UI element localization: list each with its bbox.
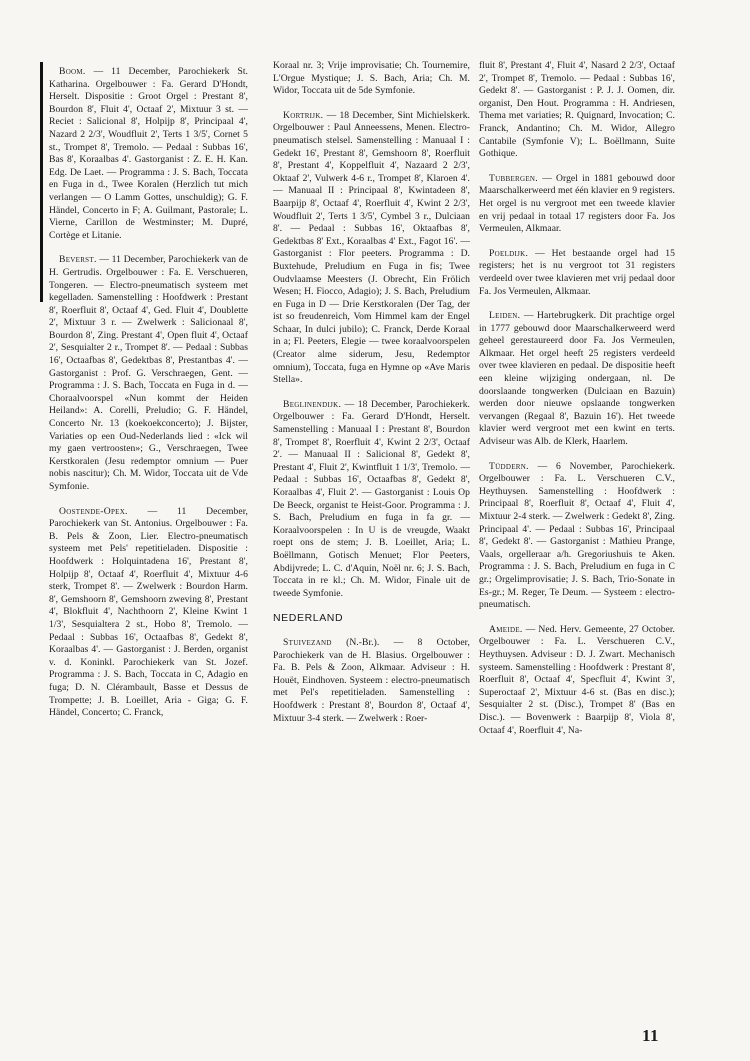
entry-text: fluit 8', Prestant 4', Fluit 4', Nasard 2 2/3', Octaaf 2', Trompet 8', Tremolo. — Pedaal : Subbas 16', Gedekt 8'. — Gastorganist : P. J. J. Oomen, dir. organist, Den Hout. Programma : H. Andriesen, Thema met variaties; R. Quignard, Invocation; C. Franck, Andantino; Ch. M. Widor, Allegro Cantabile (Symfonie V); L. Boëllmann, Suite Gothique.	[479, 60, 675, 160]
article-entry	[49, 506, 248, 720]
article-entry	[479, 173, 675, 236]
column-2	[273, 60, 470, 737]
column-1	[49, 66, 248, 732]
article-entry	[273, 399, 470, 601]
article-entry	[49, 66, 248, 242]
article-entry	[273, 60, 470, 98]
entry-text: — 11 December, Parochiekerk van de H. Gertrudis. Orgelbouwer : Fa. E. Verschueren, Tongeren. — Electro-pneumatisch systeem met kegelladen. Samenstelling : Hoofdwerk : Prestant 8', Roerfluit 8', Octaaf 4', Ged. Fluit 4', Doublette 2', Mixtuur 3 r. — Zwelwerk : Salicionaal 8', Bourdon 8', Zing. Prestant 4', Open fluit 4', Octaaf 2', Sesquialter 2 r., Trompet 8'. — Pedaal : Subbas 16', Octaafbas 8', Gedektbas 8', Prestantbas 4'. — Gastorganist : Prof. G. Verschraegen, Gent. — Programma : J. S. Bach, Toccata en Fuga in d. — Choraalvoorspel «Nun kommt der Heiden Heiland»: A. Corelli, Preludio; G. F. Händel, Concerto Nr. 13 (koekoekconcerto); J. Bijster, Variaties op een Oud-Nederlands lied : «Ick wil my gaen vertroosten»; G., Verschraegen, Twee Kerstkoralen (Jesu redemptor omnium — Puer nobis nascitur); Ch. M. Widor, Toccata uit de Vde Symfonie.	[49, 254, 248, 492]
column-3	[479, 60, 675, 749]
article-entry	[49, 254, 248, 493]
article-entry	[479, 461, 675, 612]
article-entry	[479, 60, 675, 161]
entry-text: — 6 November, Parochiekerk. Orgelbouwer : Fa. L. Verschueren C.V., Heythuysen. Samenstelling : Hoofdwerk : Principaal 8', Roerfluit 8', Octaaf 4', Fluit 4', Mixtuur 2-4 sterk. — Zwelwerk : Gedekt 8', Zing. Principaal 4'. — Pedaal : Subbas 16', Principaal 8', Gedekt 8'. — Gastorganist : Mathieu Prange, Vaals, orgelleraar a/h. Gregoriushuis te Aken. Programma : J. S. Bach, Preludium en fuga in C gr.; Orgelimprovisatie; J. S. Bach, Trio-Sonate in Es-gr.; M. Reger, Te Deum. — Systeem : electro-pneumatisch.	[479, 460, 675, 611]
entry-text: — 11 December, Parochiekerk van St. Antonius. Orgelbouwer : Fa. B. Pels & Zoon, Lier. Electro-pneumatisch systeem met Pels' repetitieladen. Dispositie : Hoofdwerk : Holquintadena 16', Prestant 8', Holpijp 8', Octaaf 4', Roerfluit 4', Mixtuur 4-6 sterk, Trompet 8'. — Zwelwerk : Bourdon Harm. 8', Gemshoorn 8', Gemshoorn zweving 8', Prestant 4', Blokfluit 4', Nachthoorn 2', Kleine Kwint 1 1/3', Sesquialtera 2 st., Hobo 8', Tremolo. — Pedaal : Subbas 16', Octaafbas 8', Gedekt 8', Koraalbas 4'. — Gastorganist : J. Berden, organist v. d. Koninkl. Parochiekerk van St. Jozef. Programma : J. S. Bach, Toccata in C, Adagio en fuga; D. N. Clérambault, Basse et Dessus de Trompette; J. B. Loeillet, Aria - Giga; G. F. Händel, Concerto; C. Franck,	[49, 505, 248, 719]
entry-text: (N.-Br.). — 8 October, Parochiekerk van de H. Blasius. Orgelbouwer : Fa. B. Pels & Zoon, Alkmaar. Adviseur : H. Houët, Eindhoven. Systeem : electro-pneumatisch met Pel's repetitieladen. Samenstelling : Hoofdwerk : Prestant 8', Bourdon 8', Octaaf 4', Mixtuur 3-4 sterk. — Zwelwerk : Roer-	[273, 636, 470, 724]
entry-text: — Het bestaande orgel had 15 registers; het is nu vergroot tot 31 registers verdeeld over twee klavieren met vrij pedaal door Fa. Jos Vermeulen, Alkmaar.	[479, 247, 675, 297]
section-heading: NEDERLAND	[273, 612, 344, 625]
article-entry	[479, 624, 675, 737]
article-entry	[479, 248, 675, 298]
article-entry	[273, 637, 470, 725]
margin-bar	[40, 62, 43, 302]
place-name: Stuivezand	[283, 636, 332, 648]
entry-text: — Ned. Herv. Gemeente, 27 October. Orgelbouwer : Fa. L. Verschueren C.V., Heythuysen. Adviseur : D. J. Zwart. Mechanisch systeem. Samenstelling : Hoofdwerk : Prestant 8', Roerfluit 8', Octaaf 4', Specfluit 4', Kwint 3', Superoctaaf 2', Mixtuur 4-6 st. (Bas en disc.); Sesquialter 2 st. (Disc.), Trompet 8' (Bas en Disc.). — Bovenwerk : Baarpijp 8', Viola 8', Octaaf 4', Roerfluit 4', Na-	[479, 623, 676, 736]
entry-text: Koraal nr. 3; Vrije improvisatie; Ch. Tournemire, L'Orgue Mystique; J. S. Bach, Aria; Ch. M. Widor, Toccata uit de 5de Symfonie.	[273, 60, 470, 97]
entry-text: — 18 December, Sint Michielskerk. Orgelbouwer : Paul Anneessens, Menen. Electro-pneumatisch stelsel. Samenstelling : Manuaal I : Gedekt 16', Prestant 8', Gemshoorn 8', Roerfluit 8', Prestant 4', Koppelfluit 4', Nazaard 2 2/3', Oktaaf 2', Vulwerk 4-6 r., Trompet 8', Klaroen 4'. — Manuaal II : Principaal 8', Kwintadeen 8', Baarpijp 8', Octaaf 4', Roerfluit 4', Kwint 2 2/3', Woudfluit 2', Terts 1 3/5', Cymbel 3 r., Dulciaan 8'. — Pedaal : Subbas 16', Oktaafbas 8', Gedektbas 8' Ext., Koraalbas 4' Ext., Fagot 16'. — Gastorganist : Flor peeters. Programma : D. Buxtehude, Preludium en Fuga in fis; Twee Oudvlaamse Meesters (J. Obrecht, Ein Frölich Wesen; H. Fiocco, Adagio); J. S. Bach, Preludium en Fuga in D — Drie Kerstkoralen (Der Tag, der ist so freudenreich, Vom Himmel kam der Engel Schaar, In dulci jubilo); C. Franck, Derde Koraal in a; Fl. Peeters, Elegie — twee koraalvoorspelen (Creator alme siderum, Jesu, Redemptor omnium), Toccata, fuga en Hymne op «Ave Maris Stella».	[273, 109, 471, 386]
entry-text: — Orgel in 1881 gebouwd door Maarschalkerweerd met één klavier en 9 registers. Het orgel is nu vergroot met een tweede klavier en vrij pedaal in totaal 17 registers door Fa. Jos Vermeulen, Alkmaar.	[479, 172, 675, 235]
article-entry	[479, 310, 675, 449]
entry-text: — 11 December, Parochiekerk St. Katharina. Orgelbouwer : Fa. Gerard D'Hondt, Herselt. Dispositie : Groot Orgel : Prestant 8', Bourdon 8', Fluit 4', Octaaf 2', Mixtuur 3 st. — Reciet : Salicional 8', Holpijp 8', Principaal 4', Nazard 2 2/3', Woudfluit 2', Terts 1 3/5', Cornet 5 st., Trompet 8', Tremolo. — Pedaal : Subbas 16', Bas 8', Koraalbas 4'. Gastorganist : Z. E. H. Kan. Edg. De Laet. — Programma : J. S. Bach, Toccata en Fuga in d., Twee Koralen (Herzlich tut mich verlangen — O Lamm Gottes, unschuldig); G. F. Händel, Concerto in F; A. Guilmant, Pastorale; L. Vierne, Carillon de Westminster; M. Dupré, Cortège et Litanie.	[49, 66, 248, 241]
place-name: Beglinendijk.	[283, 398, 342, 410]
place-name: Poeldijk.	[489, 247, 529, 259]
page-number: 11	[642, 1026, 660, 1045]
entry-text: — Hartebrugkerk. Dit prachtige orgel in 1777 gebouwd door Maarschalkerweerd werd geheel gerestaureerd door Fa. Jos Vermeulen, Alkmaar. Het orgel heeft 25 registers verdeeld over twee klavieren en pedaal. De dispositie heeft een kleine wijziging ondergaan, nl. De doorslaande tongwerken (Dulciaan en Bazuin) werden door nieuwe opslaande tongwerken vervangen (Regaal 8', Bazuin 16'). Het tweede klavier werd vergroot met een kwint en terts. Adviseur was Alb. de Klerk, Haarlem.	[479, 310, 676, 448]
place-name: Leiden.	[489, 310, 521, 322]
article-entry	[273, 110, 470, 387]
place-name: Tubbergen.	[489, 172, 538, 184]
place-name: Tüddern.	[489, 460, 529, 472]
entry-text: — 18 December, Parochiekerk. Orgelbouwer : Fa. Gerard D'Hondt, Herselt. Samenstelling : Manuaal I : Prestant 8', Bourdon 8', Trompet 8', Roerfluit 4', Kwint 2 2/3', Octaaf 2'. — Manuaal II : Salicional 8', Gedekt 8', Prestant 4', Fluit 2', Kwintfluit 1 1/3', Tremolo. — Pedaal : Subbas 16', Octaafbas 8', Gedekt 8', Koraalbas 4', Fluit 2'. — Gastorganist : Louis Op De Beeck, organist te Heist-Goor. Programma : J. S. Bach, Preludium en fuga in fa gr. — Koraalvoorspelen : In U is de vreugde, Waakt roept ons de stem; J. B. Loeillet, Aria; L. Boëllmann, Gotisch Menuet; Flor Peeters, Abdijvrede; L. C. d'Aquin, Noël nr. 6; J. S. Bach, Toccata in re kl.; Ch. M. Widor, Finale uit de tweede Symfonie.	[273, 398, 470, 599]
place-name: Oostende-Opex.	[59, 505, 128, 517]
place-name: Ameide.	[489, 623, 523, 635]
place-name: Kortrijk.	[283, 109, 324, 121]
place-name: Boom.	[59, 66, 86, 77]
place-name: Beverst.	[59, 254, 97, 266]
